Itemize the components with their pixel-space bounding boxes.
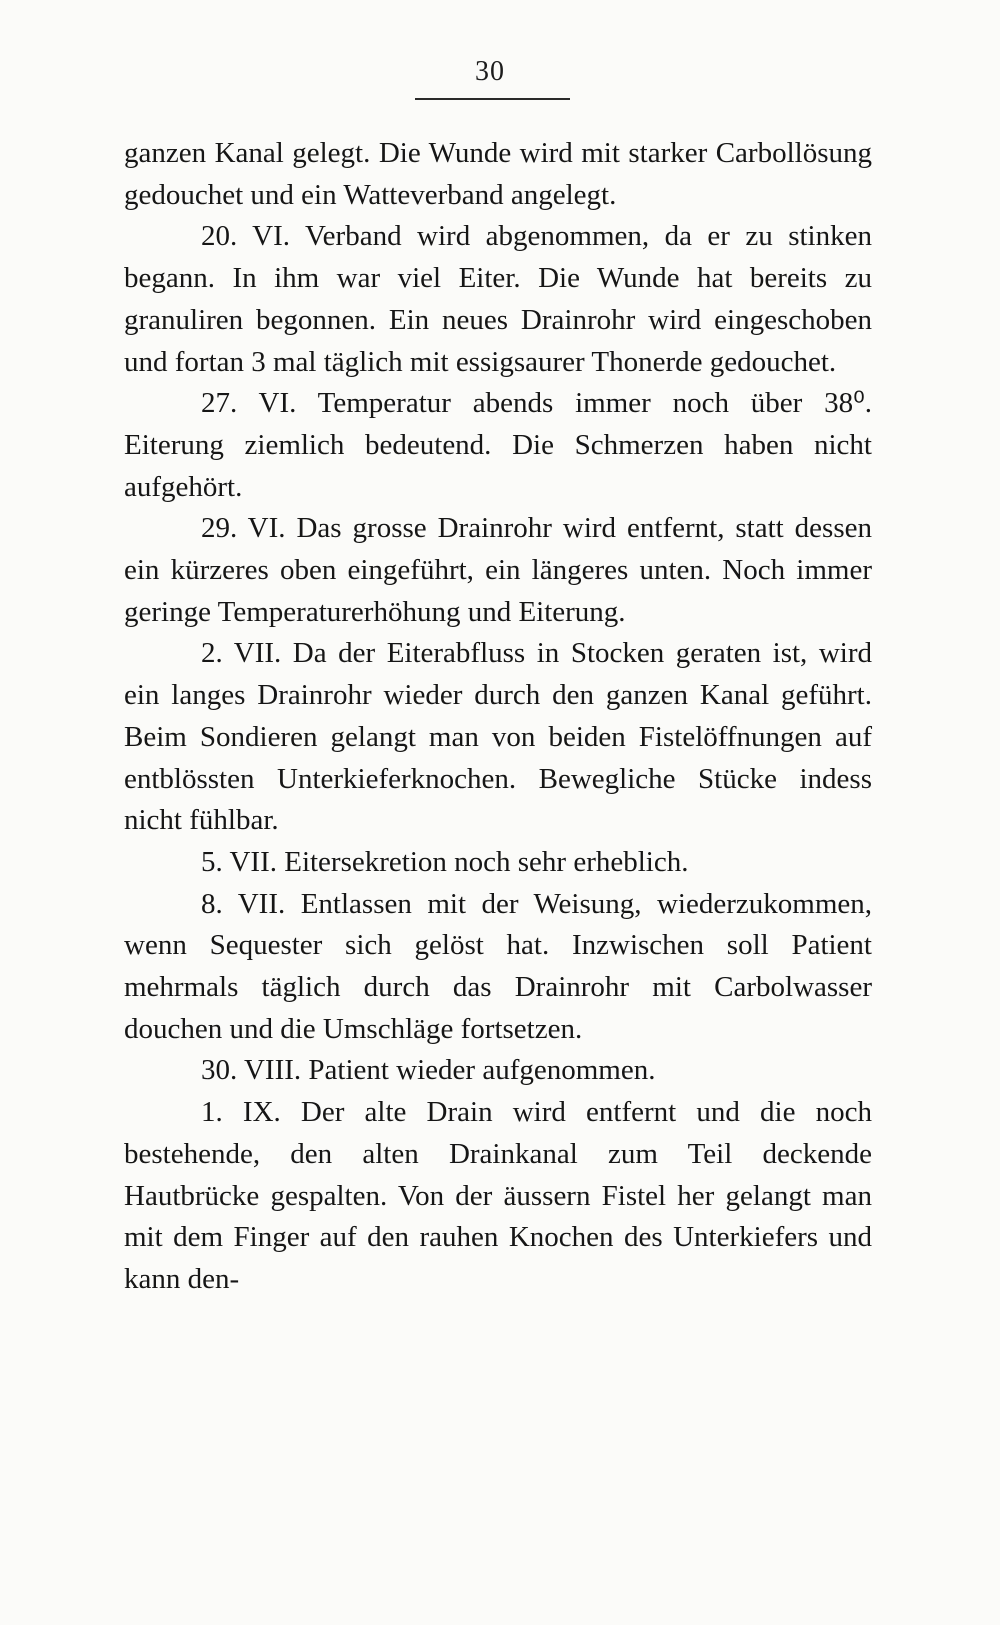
paragraph-entry-8-vii: 8. VII. Entlassen mit der Weisung, wiederzukommen, wenn Sequester sich gelöst hat. Inzwischen soll Patient mehrmals täglich durch das Drainrohr mit Carbolwasser douchen und die Umschläge fortsetzen.: [124, 887, 872, 1045]
paragraph-entry-27-vi: 27. VI. Temperatur abends immer noch über 38⁰. Eiterung ziemlich bedeutend. Die Schmerzen haben nicht aufgehört.: [124, 387, 872, 503]
paragraph-entry-2-vii: 2. VII. Da der Eiterabfluss in Stocken geraten ist, wird ein langes Drainrohr wieder durch den ganzen Kanal geführt. Beim Sondieren gelangt man von beiden Fistelöffnungen auf entblössten Unterkieferknochen. Bewegliche Stücke indess nicht fühlbar.: [124, 637, 872, 837]
paragraph-entry-5-vii: 5. VII. Eitersekretion noch sehr erheblich.: [201, 845, 689, 878]
paragraph-entry-1-ix: 1. IX. Der alte Drain wird entfernt und die noch bestehende, den alten Drainkanal zum Teil deckende Hautbrücke gespalten. Von der äussern Fistel her gelangt man mit dem Finger auf den rauhen Knochen des Unterkiefers und kann den-: [124, 1096, 872, 1295]
paragraph-entry-20-vi: 20. VI. Verband wird abgenommen, da er zu stinken begann. In ihm war viel Eiter. Die Wunde hat bereits zu granuliren begonnen. Ein neues Drainrohr wird eingeschoben und fortan 3 mal täglich mit essigsaurer Thonerde gedouchet.: [124, 220, 872, 378]
body-text: [124, 133, 872, 1301]
header-rule: [415, 98, 570, 100]
paragraph-entry-30-viii: 30. VIII. Patient wieder aufgenommen.: [201, 1054, 656, 1087]
paragraph-entry-29-vi: 29. VI. Das grosse Drainrohr wird entfernt, statt dessen ein kürzeres oben eingeführt, ein längeres unten. Noch immer geringe Temperaturerhöhung und Eiterung.: [124, 512, 872, 628]
page-number: 30: [475, 56, 505, 87]
paragraph-continuation: ganzen Kanal gelegt. Die Wunde wird mit starker Carbollösung gedouchet und ein Watteverband angelegt.: [124, 137, 872, 211]
